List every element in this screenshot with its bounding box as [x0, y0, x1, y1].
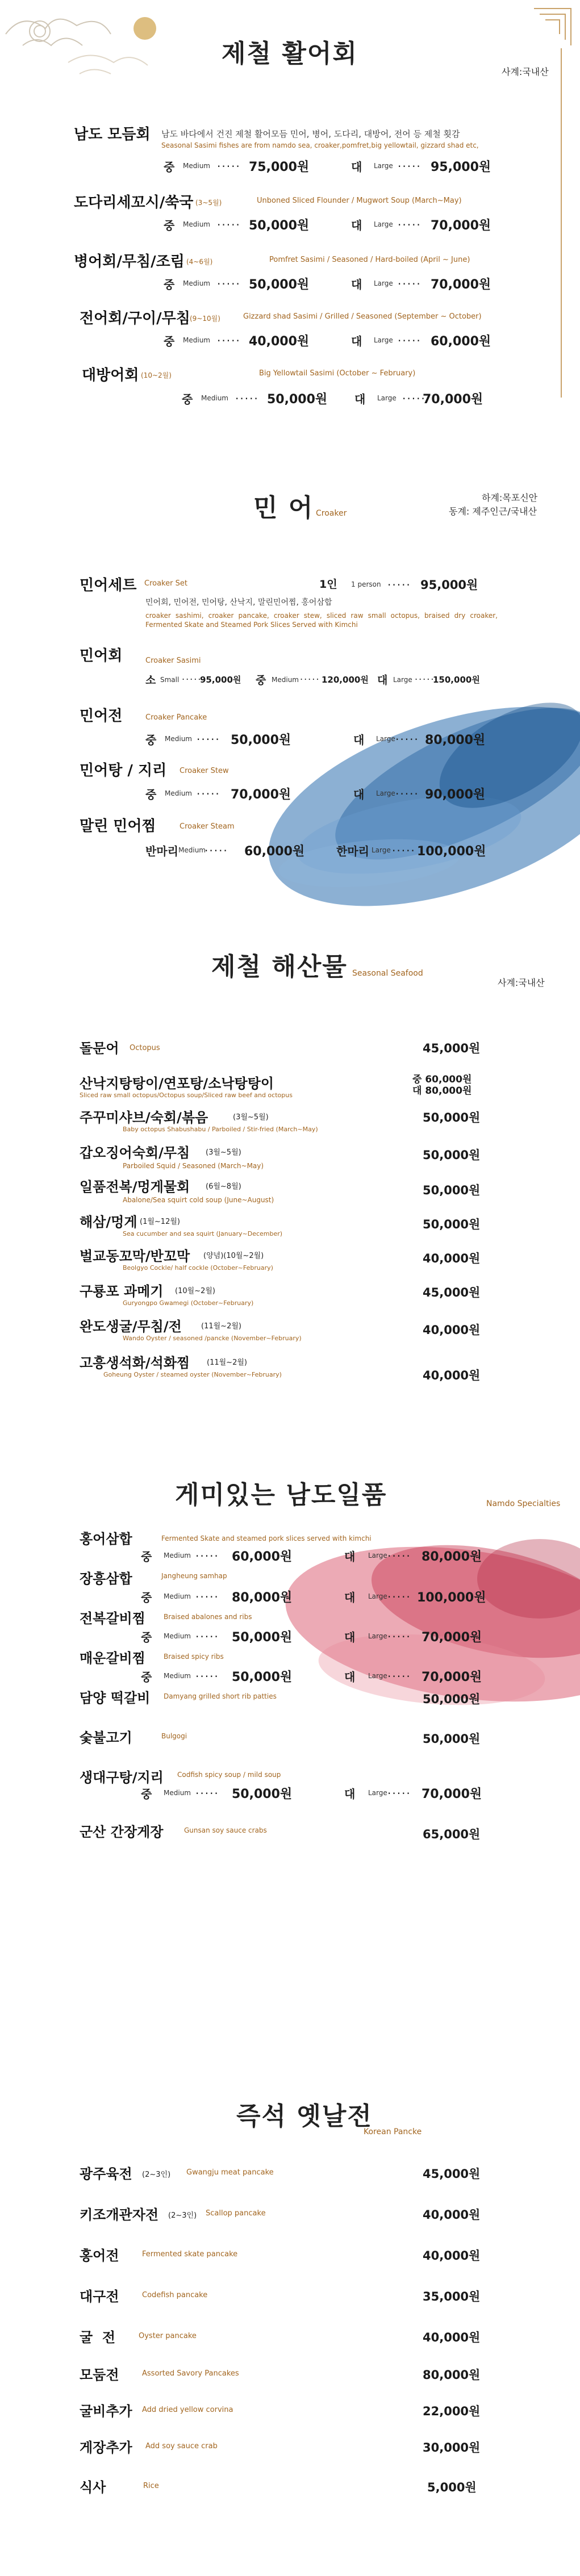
- size-en: Large: [368, 1592, 387, 1600]
- item-season: (1월~12월): [140, 1218, 180, 1226]
- size-row: [145, 784, 509, 801]
- size-ko: 대: [344, 1550, 356, 1563]
- price: 75,000원: [249, 160, 310, 174]
- origin-label: 하계:목포신안: [482, 492, 538, 503]
- dots: .....: [195, 1546, 219, 1559]
- size-row: [164, 156, 504, 173]
- size-row: [141, 1546, 504, 1563]
- dots: .....: [392, 840, 416, 854]
- item-name: 키조개관자전: [80, 2207, 159, 2223]
- price: 60,000원: [244, 844, 305, 859]
- cloud-ornament: [6, 19, 148, 74]
- item-name: 전복갈비찜: [80, 1611, 145, 1626]
- price: 100,000원: [417, 1591, 486, 1605]
- item-en: Assorted Savory Pancakes: [142, 2369, 239, 2378]
- item-en: Octopus: [130, 1044, 160, 1052]
- price: 95,000원: [431, 160, 491, 174]
- section-title-croaker: 민 어: [253, 494, 314, 522]
- item-en: Croaker Stew: [180, 767, 229, 775]
- item-en: Braised spicy ribs: [164, 1653, 224, 1661]
- size-en: Medium: [178, 846, 206, 854]
- size-ko: 중: [164, 219, 175, 232]
- item-en: Add soy sauce crab: [145, 2442, 218, 2450]
- size-row: [145, 840, 509, 858]
- size-ko: 대: [351, 278, 362, 291]
- size-en: Small: [160, 676, 180, 684]
- price: 80,000원: [232, 1591, 293, 1605]
- size-ko: 대: [344, 1630, 356, 1644]
- price: 70,000원: [422, 1787, 482, 1801]
- dots: .....: [387, 1626, 411, 1640]
- item-name: 굴 전: [80, 2330, 116, 2345]
- dots: .....: [387, 1783, 411, 1797]
- size-row: [164, 274, 504, 291]
- price: 80,000원: [422, 1550, 482, 1564]
- item-name: 장흥삼합: [80, 1571, 132, 1587]
- price: 50,000원: [232, 1787, 293, 1801]
- price: 80,000원: [425, 733, 486, 747]
- moon-ornament: [133, 17, 156, 40]
- section-title-pancake: 즉석 옛날전: [236, 2102, 373, 2131]
- item-name: 숯불고기: [80, 1730, 132, 1746]
- price: 45,000원: [423, 2167, 481, 2181]
- size-ko: 대: [351, 334, 362, 348]
- dots: .....: [195, 1666, 219, 1680]
- price: 45,000원: [423, 1286, 481, 1299]
- price: 50,000원: [267, 392, 328, 407]
- size-en: Large: [374, 336, 393, 344]
- size-row: [141, 1783, 504, 1800]
- size-row: [141, 1626, 504, 1644]
- item-name: 돌문어: [80, 1040, 119, 1056]
- section-title-en: Seasonal Seafood: [352, 969, 423, 978]
- size-en: Large: [372, 846, 391, 854]
- price: 70,000원: [422, 1630, 482, 1645]
- size-en: Medium: [272, 676, 299, 684]
- price: 50,000원: [423, 1184, 481, 1197]
- item-en: Croaker Set: [144, 579, 187, 588]
- size-en: Large: [374, 220, 393, 228]
- size-ko: 중: [164, 160, 175, 174]
- price: 40,000원: [249, 334, 310, 349]
- size-row: [145, 670, 509, 687]
- size-ko: 중: [164, 278, 175, 291]
- item-en: Pomfret Sasimi / Seasoned / Hard-boiled (April ~ June): [269, 256, 470, 264]
- dots: .....: [195, 1626, 219, 1640]
- size-ko: 대: [353, 733, 365, 747]
- dots: .....: [205, 840, 228, 854]
- dots: .....: [195, 1783, 219, 1797]
- item-en: Parboiled Squid / Seasoned (March~May): [123, 1162, 264, 1170]
- size-ko: 대: [353, 788, 365, 801]
- size-ko: 중: [141, 1591, 152, 1604]
- item-en: Big Yellowtail Sasimi (October ~ February): [259, 369, 416, 378]
- price: 65,000원: [423, 1828, 481, 1841]
- item-en: Abalone/Sea squirt cold soup (June~August): [123, 1196, 274, 1204]
- dots: .....: [415, 671, 435, 682]
- item-en: Bulgogi: [161, 1732, 187, 1740]
- size-ko: 대: [344, 1591, 356, 1604]
- item-name: 대방어회: [82, 367, 139, 384]
- size-ko: 중: [141, 1630, 152, 1644]
- item-en: Gunsan soy sauce crabs: [184, 1826, 267, 1834]
- size-en: Medium: [164, 1592, 191, 1600]
- origin-label: 사계:국내산: [498, 977, 545, 988]
- item-name: 병어회/무침/조림: [74, 253, 185, 270]
- price: 35,000원: [423, 2290, 481, 2303]
- size-ko: 중: [141, 1670, 152, 1684]
- item-en: Braised abalones and ribs: [164, 1613, 252, 1621]
- item-en: Jangheung samhap: [161, 1572, 227, 1580]
- price: 90,000원: [425, 788, 486, 802]
- size-row: [141, 1666, 504, 1683]
- price: 40,000원: [423, 1369, 481, 1382]
- section-title-en: Namdo Specialties: [486, 1499, 561, 1508]
- size-ko: 중: [141, 1787, 152, 1801]
- item-desc-ko: 민어회, 민어전, 민어탕, 산낙지, 말린민어찜, 홍어삼합: [145, 598, 332, 607]
- item-name: 전어회/구이/무침: [80, 310, 190, 327]
- price: 80,000원: [423, 2368, 481, 2382]
- size-ko: 한마리: [336, 844, 369, 858]
- item-en: Goheung Oyster / steamed oyster (November~February): [103, 1371, 282, 1378]
- item-season: (6월~8월): [206, 1182, 241, 1191]
- dots: .....: [300, 671, 320, 682]
- size-ko: 중: [182, 392, 193, 406]
- price: 70,000원: [431, 278, 491, 292]
- size-row: [164, 215, 504, 232]
- origin-label: 동계: 제주인근/국내산: [449, 506, 537, 517]
- item-name: 산낙지탕탕이/연포탕/소낙탕탕이: [80, 1076, 274, 1092]
- item-name: 대구전: [80, 2289, 119, 2305]
- size-en: Medium: [183, 336, 210, 344]
- item-name: 도다리세꼬시/쑥국: [74, 194, 194, 211]
- dots: .....: [398, 215, 422, 228]
- price: 30,000원: [423, 2441, 481, 2454]
- size-en: Large: [374, 279, 393, 287]
- size-en: Medium: [164, 1789, 191, 1797]
- item-en: Croaker Pancake: [145, 713, 207, 722]
- price: 40,000원: [423, 1252, 481, 1265]
- size-ko: 중: [164, 334, 175, 348]
- price: 45,000원: [423, 1042, 481, 1055]
- item-season: (9~10월): [190, 315, 220, 323]
- item-season: (11월~2월): [201, 1322, 241, 1331]
- size-en: Large: [376, 735, 395, 743]
- section-title-en: Korean Pancke: [364, 2127, 422, 2136]
- item-name: 벌교동꼬막/반꼬막: [80, 1248, 190, 1264]
- price: 40,000원: [423, 2208, 481, 2222]
- size-en: Medium: [201, 394, 228, 402]
- size-row: [141, 1587, 504, 1604]
- price: 50,000원: [423, 1148, 481, 1162]
- item-en: Damyang grilled short rib patties: [164, 1692, 277, 1700]
- item-season: (10~2월): [141, 371, 172, 379]
- item-name: 민어회: [80, 647, 123, 664]
- size-en: Large: [368, 1552, 387, 1559]
- price: 50,000원: [232, 1630, 293, 1645]
- size-ko: 대: [351, 160, 362, 174]
- item-en: Gwangju meat pancake: [186, 2168, 274, 2177]
- dots: .....: [398, 274, 422, 287]
- dots: .....: [197, 784, 220, 797]
- size-ko: 소: [145, 674, 156, 687]
- dots: .....: [182, 671, 202, 682]
- item-name: 광주육전: [80, 2166, 132, 2182]
- price: 40,000원: [423, 1323, 481, 1337]
- item-en: Rice: [143, 2482, 159, 2490]
- price: 70,000원: [231, 788, 291, 802]
- price: 대 80,000원: [412, 1085, 472, 1097]
- size-en: Medium: [165, 735, 192, 743]
- item-season: (3월~5월): [206, 1148, 241, 1157]
- size-ko: 중: [256, 674, 266, 687]
- item-en: Sea cucumber and sea squirt (January~December): [123, 1230, 283, 1237]
- price: 50,000원: [249, 278, 310, 292]
- item-name: 구룡포 과메기: [80, 1283, 164, 1299]
- price: 60,000원: [431, 334, 491, 349]
- dots: .....: [197, 729, 220, 743]
- size-en: Medium: [183, 279, 210, 287]
- dots: .....: [395, 729, 419, 743]
- item-en: Add dried yellow corvina: [142, 2406, 233, 2414]
- item-name: 갑오징어숙회/무침: [80, 1145, 190, 1161]
- item-name: 식사: [80, 2479, 106, 2495]
- size-ko: 대: [354, 392, 366, 406]
- section-title-seafood: 제철 해산물: [211, 952, 348, 981]
- price: 95,000원: [420, 578, 478, 592]
- price: 50,000원: [423, 1111, 481, 1124]
- item-name: 민어세트: [80, 577, 137, 594]
- price: 50,000원: [423, 1732, 481, 1746]
- price: 95,000원: [200, 675, 241, 685]
- dots: .....: [398, 331, 422, 344]
- origin-label: 사계:국내산: [502, 66, 549, 77]
- size-row: [164, 331, 504, 348]
- price: 중 60,000원: [412, 1074, 472, 1085]
- dots: .....: [387, 1546, 411, 1559]
- item-name: 말린 민어찜: [80, 818, 156, 835]
- item-name: 남도 모듬회: [74, 126, 151, 143]
- item-name: 생대구탕/지리: [80, 1770, 164, 1785]
- item-name: 민어탕 / 지리: [80, 762, 167, 779]
- item-en: Codfish spicy soup / mild soup: [177, 1771, 281, 1779]
- item-season: (3월~5월): [233, 1113, 269, 1122]
- item-name: 군산 간장게장: [80, 1824, 164, 1840]
- item-season: (양념)(10월~2월): [203, 1252, 264, 1260]
- item-name: 굴비추가: [80, 2403, 132, 2419]
- item-name: 홍어삼합: [80, 1531, 132, 1547]
- price: 50,000원: [231, 733, 291, 747]
- price: 22,000원: [423, 2404, 481, 2418]
- item-en: Codefish pancake: [142, 2291, 208, 2299]
- size-en: Medium: [164, 1632, 191, 1640]
- size-en: Medium: [183, 162, 210, 170]
- section-title-en: Croaker: [316, 509, 347, 518]
- dots: .....: [398, 156, 422, 170]
- item-name: 매운갈비찜: [80, 1650, 145, 1666]
- section-title-namdo: 게미있는 남도일품: [175, 1481, 387, 1509]
- size-en: Medium: [164, 1552, 191, 1559]
- size-ko: 중: [145, 788, 157, 801]
- price: 50,000원: [249, 219, 310, 233]
- size-en: Large: [368, 1789, 387, 1797]
- serving: 1인: [319, 578, 337, 591]
- item-name: 담양 떡갈비: [80, 1690, 151, 1706]
- price: 50,000원: [423, 1692, 481, 1706]
- dots: .....: [217, 274, 241, 287]
- item-en: Fermented skate pancake: [142, 2250, 238, 2259]
- price: 70,000원: [423, 392, 483, 407]
- item-en: Gizzard shad Sasimi / Grilled / Seasoned (September ~ October): [243, 312, 482, 321]
- size-en: Large: [377, 394, 397, 402]
- price: 120,000원: [322, 675, 369, 685]
- dots: .....: [195, 1587, 219, 1600]
- item-name: 해삼/멍게: [80, 1214, 137, 1230]
- dots: .....: [402, 388, 426, 402]
- item-serving: (2~3인): [168, 2211, 197, 2220]
- item-desc-en: Seasonal Sasimi fishes are from namdo sea, croaker,pomfret,big yellowtail, gizzard shad etc,: [161, 141, 479, 149]
- item-name: 모둠전: [80, 2367, 119, 2383]
- dots: .....: [387, 575, 411, 588]
- price: 70,000원: [431, 219, 491, 233]
- item-en: Scallop pancake: [206, 2209, 266, 2218]
- item-season: (4~6월): [186, 258, 213, 266]
- item-name: 주꾸미샤브/숙회/볶음: [80, 1110, 208, 1126]
- item-season: (11월~2월): [207, 1358, 247, 1367]
- dots: .....: [387, 1666, 411, 1680]
- size-en: Medium: [183, 220, 210, 228]
- size-en: Large: [368, 1632, 387, 1640]
- item-name: 완도생굴/무침/전: [80, 1319, 182, 1335]
- item-en: Wando Oyster / seasoned /pancke (November~February): [123, 1335, 302, 1342]
- size-en: Medium: [164, 1672, 191, 1680]
- price: 70,000원: [422, 1670, 482, 1684]
- size-ko: 중: [141, 1550, 152, 1563]
- item-en: Unboned Sliced Flounder / Mugwort Soup (March~May): [257, 196, 462, 205]
- item-en: Sliced raw small octopus/Octopus soup/Sliced raw beef and octopus: [80, 1092, 293, 1099]
- size-en: Large: [374, 162, 393, 170]
- size-ko: 대: [344, 1787, 356, 1801]
- size-row: [145, 729, 509, 746]
- item-en: Croaker Sasimi: [145, 656, 201, 665]
- size-en: Large: [393, 676, 412, 684]
- price: 50,000원: [232, 1670, 293, 1684]
- dots: .....: [217, 331, 241, 344]
- price: 50,000원: [423, 1218, 481, 1231]
- price: 40,000원: [423, 2249, 481, 2263]
- item-en: Baby octopus Shabushabu / Parboiled / Stir-fried (March~May): [123, 1126, 318, 1133]
- size-ko: 반마리: [145, 844, 178, 858]
- price: 150,000원: [433, 675, 480, 685]
- corner-frame: [534, 9, 571, 45]
- item-en: Beolgyo Cockle/ half cockle (October~February): [123, 1264, 273, 1272]
- size-en: Large: [376, 789, 395, 797]
- size-ko: 대: [344, 1670, 356, 1684]
- dots: .....: [387, 1587, 411, 1600]
- item-en: Fermented Skate and steamed pork slices served with kimchi: [161, 1534, 372, 1542]
- item-name: 홍어전: [80, 2248, 119, 2264]
- section-title-live-fish: 제철 활어회: [222, 39, 358, 68]
- dots: .....: [395, 784, 419, 797]
- item-season: (3~5월): [195, 199, 222, 207]
- size-en: Medium: [165, 789, 192, 797]
- item-desc-ko: 남도 바다에서 건진 제철 활어모듬 민어, 병어, 도다리, 대방어, 전어 등 제철 횟감: [161, 129, 460, 139]
- size-en: Large: [368, 1672, 387, 1680]
- dots: .....: [217, 156, 241, 170]
- item-desc-en: croaker sashimi, croaker pancake, croaker stew, sliced raw small octopus, braised dry croaker, Fermented Skate and Steamed Pork Slices Served with Kimchi: [145, 612, 498, 629]
- blue-ink-brush: [244, 667, 580, 945]
- price: 100,000원: [417, 844, 486, 859]
- price: 40,000원: [423, 2331, 481, 2344]
- size-ko: 중: [145, 733, 157, 747]
- item-en: Oyster pancake: [139, 2332, 197, 2340]
- size-ko: 대: [377, 674, 388, 687]
- item-season: (10월~2월): [175, 1287, 215, 1295]
- dots: .....: [217, 215, 241, 228]
- dots: .....: [235, 388, 259, 402]
- item-name: 고흥생석화/석화찜: [80, 1355, 190, 1371]
- item-name: 일품전복/멍게물회: [80, 1179, 190, 1195]
- size-row: [182, 388, 523, 405]
- price: 60,000원: [232, 1550, 293, 1564]
- item-serving: (2~3인): [142, 2171, 171, 2179]
- item-en: Guryongpo Gwamegi (October~February): [123, 1299, 254, 1307]
- item-en: Croaker Steam: [180, 822, 235, 831]
- item-name: 게장추가: [80, 2440, 132, 2456]
- price: 5,000원: [427, 2481, 477, 2494]
- size-ko: 대: [351, 219, 362, 232]
- serving-en: 1 person: [351, 580, 381, 588]
- item-name: 민어전: [80, 708, 123, 725]
